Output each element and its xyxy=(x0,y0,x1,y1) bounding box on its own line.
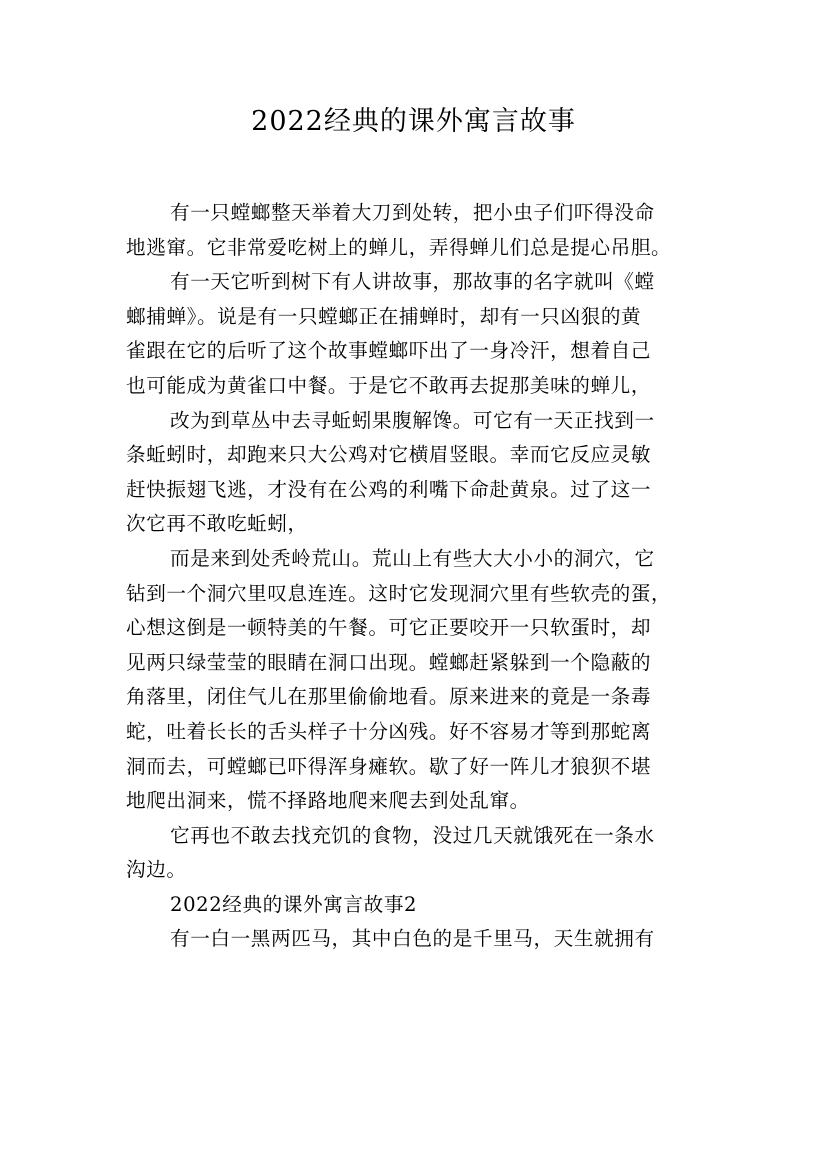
section-heading: 2022经典的课外寓言故事2 xyxy=(170,892,418,916)
text-line: 也可能成为黄雀口中餐。于是它不敢再去捉那美味的蝉儿， xyxy=(126,373,652,397)
text-line: 螂捕蝉》。说是有一只螳螂正在捕蝉时，却有一只凶狠的黄 xyxy=(126,304,642,328)
text-line: 有一白一黑两匹马，其中白色的是千里马，天生就拥有 xyxy=(170,927,655,951)
text-line: 雀跟在它的后听了这个故事螳螂吓出了一身冷汗，想着自己 xyxy=(126,339,652,363)
text-line: 钻到一个洞穴里叹息连连。这时它发现洞穴里有些软壳的蛋， xyxy=(126,581,672,605)
text-line: 而是来到处秃岭荒山。荒山上有些大大小小的洞穴，它 xyxy=(170,546,655,570)
text-line: 次它再不敢吃蚯蚓， xyxy=(126,512,308,536)
text-line: 见两只绿莹莹的眼睛在洞口出现。螳螂赶紧躲到一个隐蔽的 xyxy=(126,650,652,674)
text-line: 赶快振翅飞逃，才没有在公鸡的利嘴下命赴黄泉。过了这一 xyxy=(126,477,652,501)
text-line: 有一天它听到树下有人讲故事，那故事的名字就叫《螳 xyxy=(170,270,655,294)
document-title: 2022经典的课外寓言故事 xyxy=(251,106,576,137)
text-line: 它再也不敢去找充饥的食物，没过几天就饿死在一条水 xyxy=(170,823,655,847)
text-line: 沟边。 xyxy=(126,858,187,882)
document-body xyxy=(126,196,702,957)
text-line: 洞而去，可螳螂已吓得浑身瘫软。歇了好一阵儿才狼狈不堪 xyxy=(126,754,652,778)
text-line: 地逃窜。它非常爱吃树上的蝉儿，弄得蝉儿们总是提心吊胆。 xyxy=(126,235,672,259)
text-line: 蛇，吐着长长的舌头样子十分凶残。好不容易才等到那蛇离 xyxy=(126,719,652,743)
text-line: 条蚯蚓时，却跑来只大公鸡对它横眉竖眼。幸而它反应灵敏 xyxy=(126,443,652,467)
text-line: 有一只螳螂整天举着大刀到处转，把小虫子们吓得没命 xyxy=(170,201,655,224)
text-line: 改为到草丛中去寻蚯蚓果腹解馋。可它有一天正找到一 xyxy=(170,408,655,432)
text-line: 心想这倒是一顿特美的午餐。可它正要咬开一只软蛋时，却 xyxy=(126,616,652,640)
text-line: 地爬出洞来，慌不择路地爬来爬去到处乱窜。 xyxy=(126,789,530,813)
text-line: 角落里，闭住气儿在那里偷偷地看。原来进来的竟是一条毒 xyxy=(126,685,652,709)
